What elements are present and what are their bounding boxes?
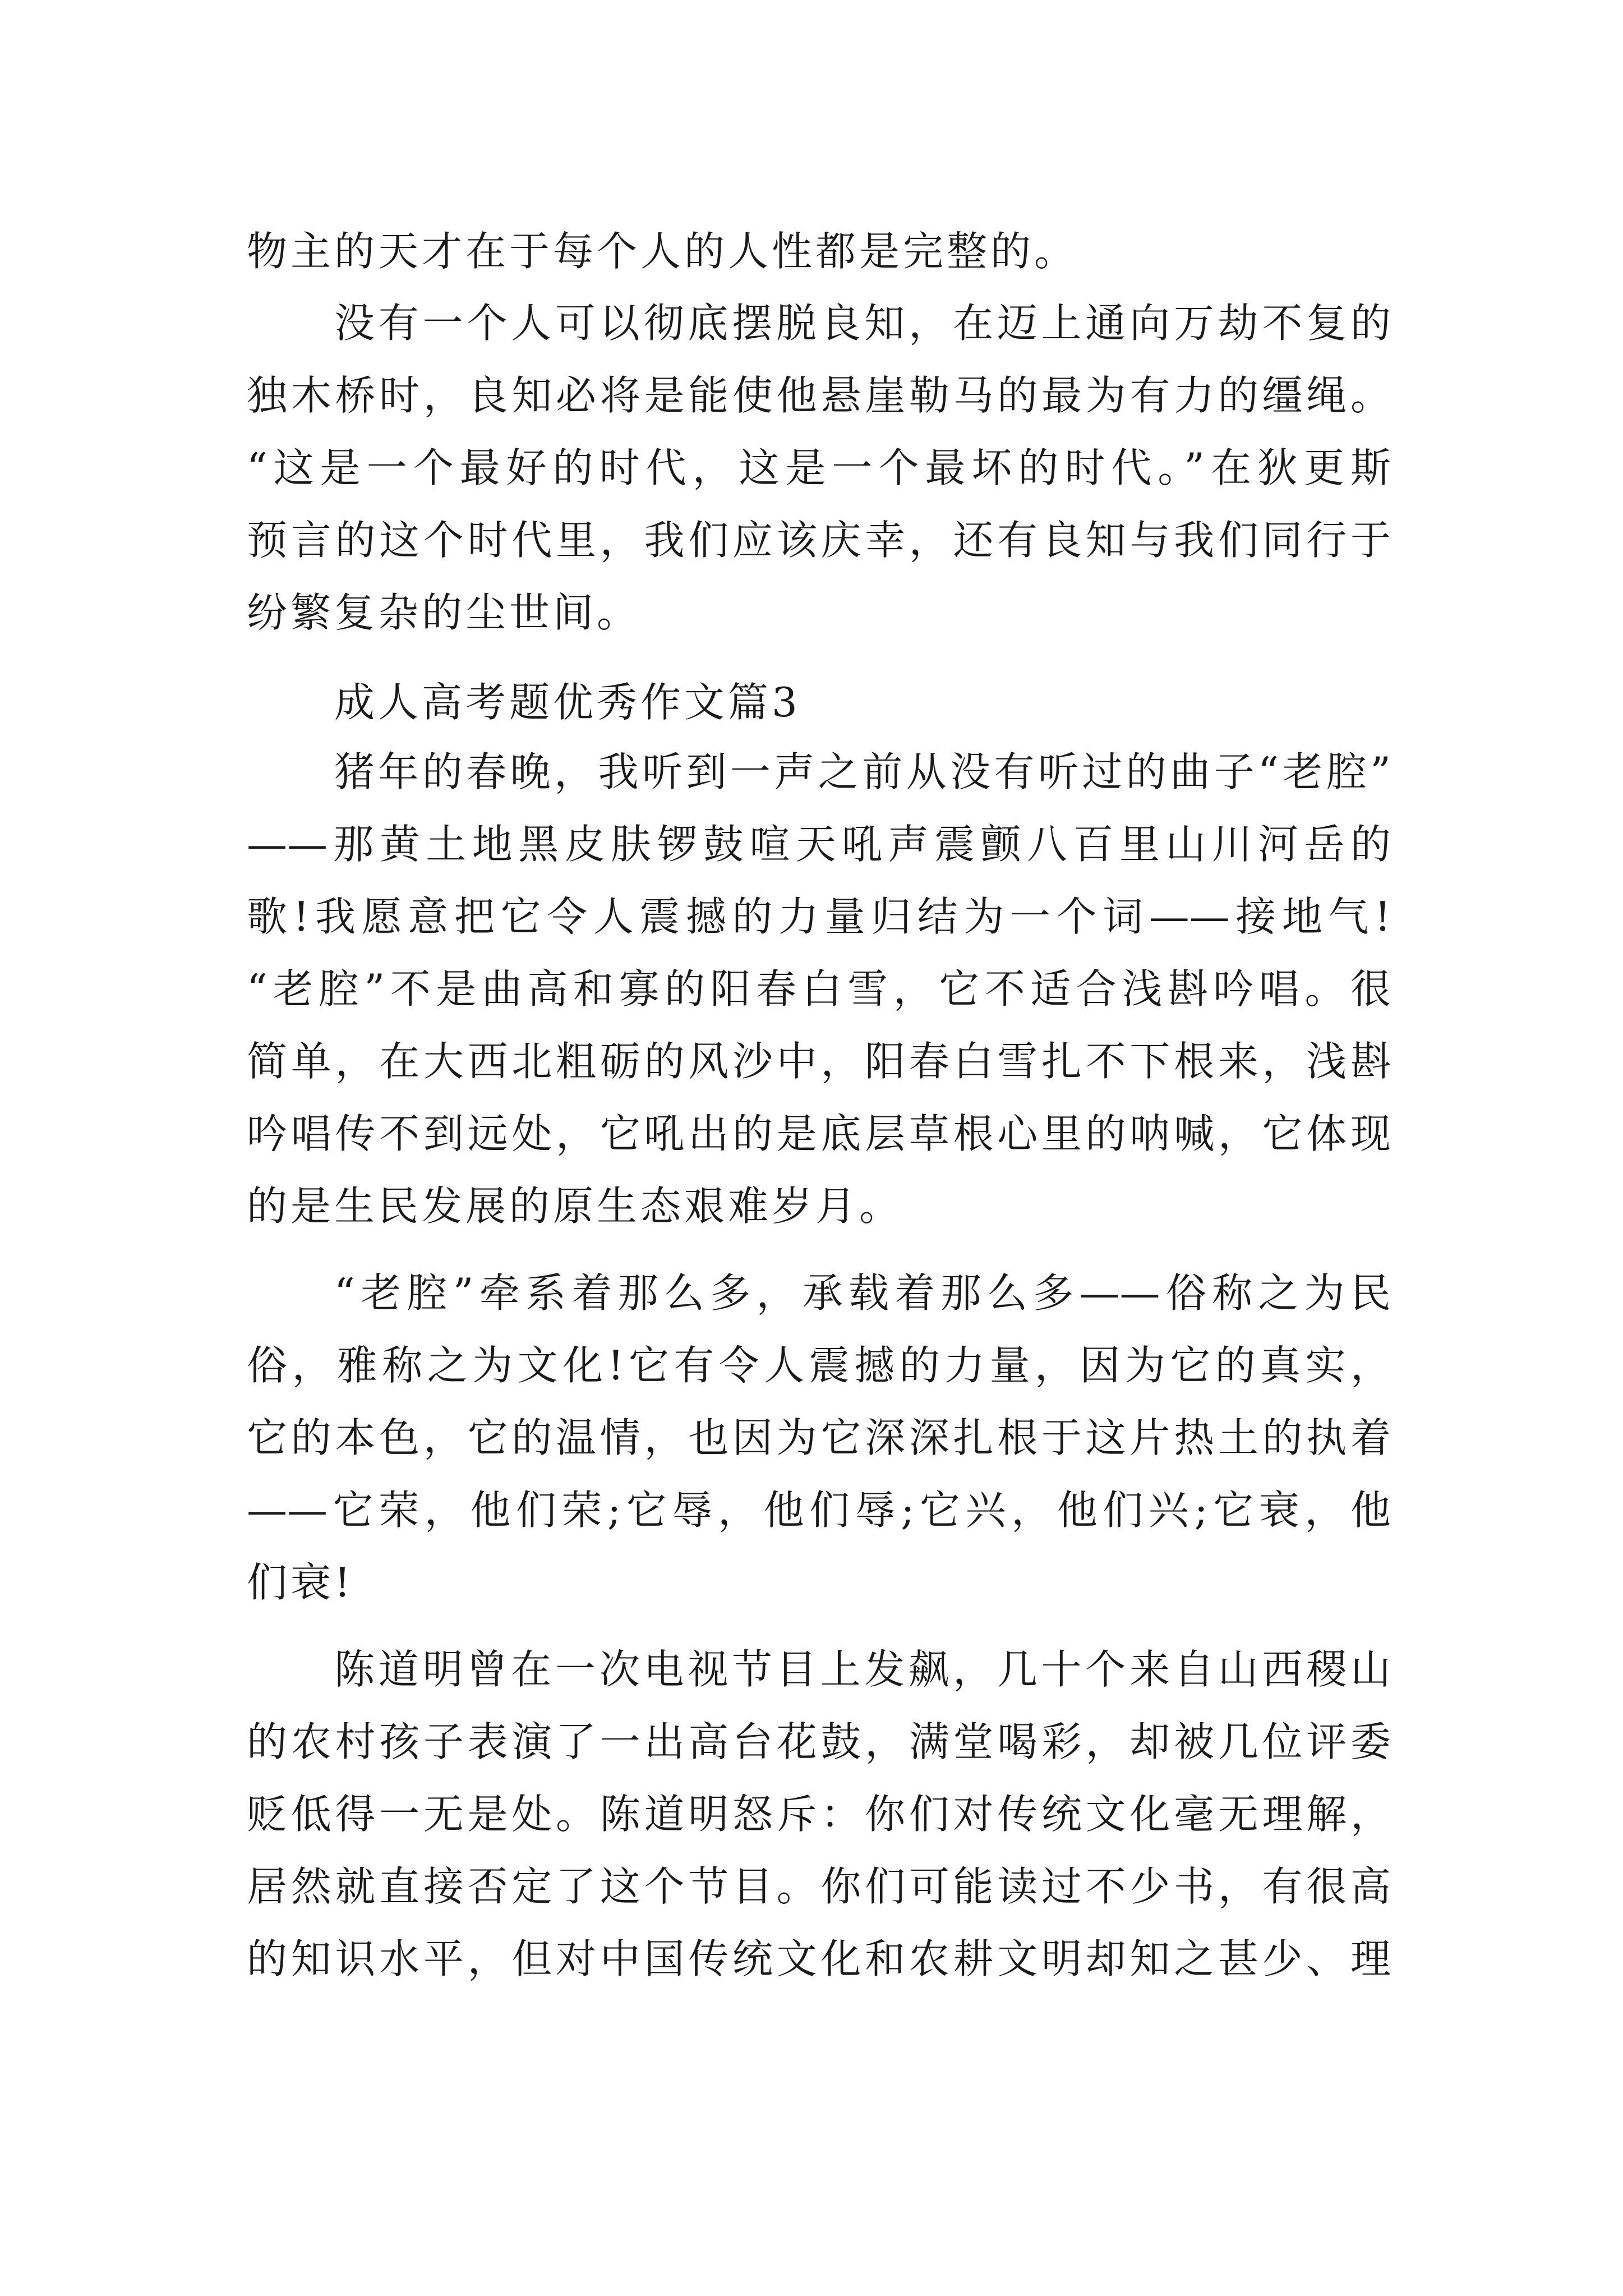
text-line: ——那黄土地黑皮肤锣鼓喧天吼声震颤八百里山川河岳的 — [247, 821, 1391, 868]
section-heading: 成人高考题优秀作文篇3 — [334, 679, 801, 726]
text-line: “老腔”牵系着那么多，承载着那么多——俗称之为民 — [334, 1269, 1391, 1317]
text-line: 独木桥时，良知必将是能使他悬崖勒马的最为有力的缰绳。 — [247, 372, 1391, 419]
text-line: 陈道明曾在一次电视节目上发飙，几十个来自山西稷山 — [334, 1646, 1391, 1693]
text-line: “这是一个最好的时代，这是一个最坏的时代。”在狄更斯 — [247, 444, 1391, 491]
text-line: 俗，雅称之为文化!它有令人震撼的力量，因为它的真实， — [247, 1342, 1391, 1389]
text-line: 没有一个人可以彻底摆脱良知，在迈上通向万劫不复的 — [334, 300, 1391, 347]
text-line: 预言的这个时代里，我们应该庆幸，还有良知与我们同行于 — [247, 517, 1391, 564]
text-line: 简单，在大西北粗砺的风沙中，阳春白雪扎不下根来，浅斟 — [247, 1038, 1391, 1085]
text-line: 猪年的春晚，我听到一声之前从没有听过的曲子“老腔” — [334, 748, 1391, 795]
text-line: 歌!我愿意把它令人震撼的力量归结为一个词——接地气! — [247, 893, 1391, 940]
text-line: 吟唱传不到远处，它吼出的是底层草根心里的呐喊，它体现 — [247, 1110, 1391, 1157]
text-line: 它的本色，它的温情，也因为它深深扎根于这片热土的执着 — [247, 1414, 1391, 1461]
text-line: 居然就直接否定了这个节目。你们可能读过不少书，有很高 — [247, 1863, 1391, 1910]
text-line: 贬低得一无是处。陈道明怒斥：你们对传统文化毫无理解， — [247, 1791, 1391, 1838]
text-line: 纷繁复杂的尘世间。 — [247, 589, 641, 636]
text-line: 们衰! — [247, 1559, 354, 1606]
text-line: 的是生民发展的原生态艰难岁月。 — [247, 1182, 903, 1230]
text-line: 的农村孩子表演了一出高台花鼓，满堂喝彩，却被几位评委 — [247, 1718, 1391, 1765]
text-line: 的知识水平，但对中国传统文化和农耕文明却知之甚少、理 — [247, 1935, 1391, 1982]
text-line: 物主的天才在于每个人的人性都是完整的。 — [247, 228, 1078, 275]
text-line: “老腔”不是曲高和寡的阳春白雪，它不适合浅斟吟唱。很 — [247, 965, 1391, 1013]
text-line: ——它荣，他们荣;它辱，他们辱;它兴，他们兴;它衰，他 — [247, 1487, 1391, 1534]
